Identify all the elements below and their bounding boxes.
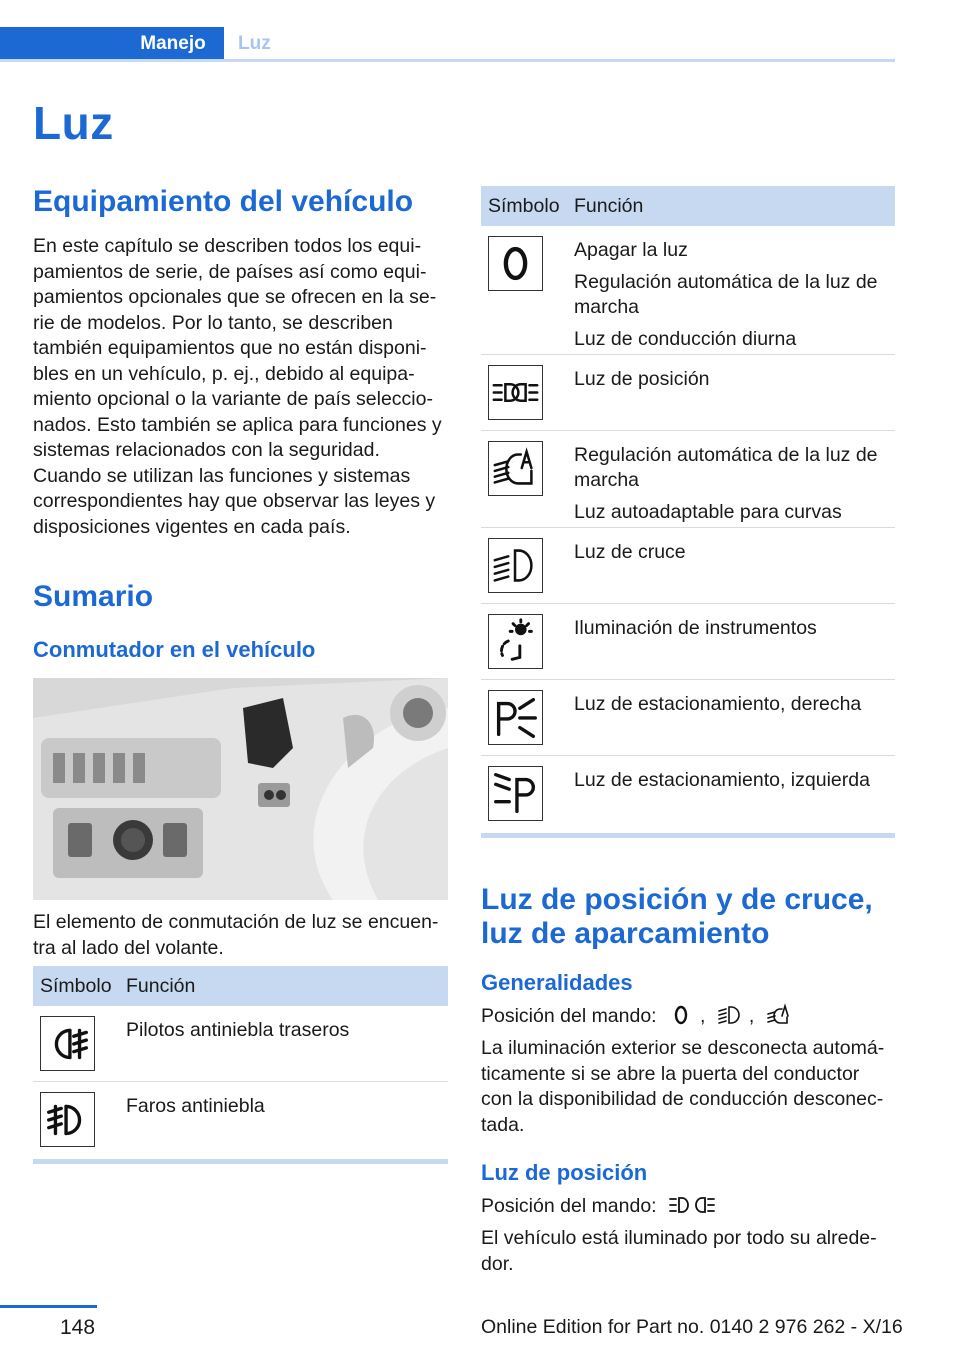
table-end-rule <box>33 1159 448 1164</box>
table-row <box>481 226 895 355</box>
table-row <box>481 756 895 833</box>
col-function: Función <box>574 195 644 217</box>
row-functions <box>126 1018 444 1050</box>
generalidades-paragraph <box>481 1036 901 1138</box>
function-text: Regulación automática de la luz de marcha <box>574 271 878 318</box>
text-line: El vehículo está iluminado por todo su alrede- <box>481 1227 877 1249</box>
switch-heading: Conmutador en el vehículo <box>33 637 316 662</box>
row-functions <box>574 768 891 800</box>
table-row <box>481 680 895 756</box>
row-functions <box>574 443 891 532</box>
text-line: con la disponibilidad de conducción desconec- <box>481 1088 884 1110</box>
col-symbol: Símbolo <box>40 975 112 997</box>
text-line: Cuando se utilizan las funciones y sistemas <box>33 464 411 487</box>
row-functions <box>574 692 891 724</box>
text-line: En este capítulo se describen todos los equi- <box>33 235 422 257</box>
table-row <box>33 1082 448 1159</box>
text-line: tra al lado del volante. <box>33 936 224 959</box>
function-text: Luz de posición <box>574 368 710 390</box>
separator: , <box>700 1005 706 1027</box>
heading-line: Luz de posición y de cruce, <box>481 883 873 916</box>
light-switch-photo <box>33 678 448 900</box>
text-line: tada. <box>481 1113 525 1136</box>
low-beam-icon <box>488 538 543 593</box>
row-functions <box>574 616 891 648</box>
table-row <box>481 431 895 528</box>
switch-position-label: Posición del mando: <box>481 1005 657 1027</box>
table-row <box>33 1006 448 1082</box>
text-line: también equipamientos que no están disponi- <box>33 337 427 359</box>
table-row <box>481 528 895 604</box>
position-light-section-heading <box>481 883 873 951</box>
row-functions <box>574 367 891 399</box>
function-text: Luz de estacionamiento, izquierda <box>574 769 870 791</box>
function-text: Regulación automática de la luz de marcha <box>574 444 878 491</box>
text-line: pamientos opcionales que se ofrecen en la se- <box>33 286 437 308</box>
chapter-header <box>0 27 895 62</box>
light-off-icon <box>668 1003 694 1027</box>
light-off-icon <box>488 236 543 291</box>
heading-line: luz de aparcamiento <box>481 917 770 950</box>
table-header <box>33 966 448 1006</box>
page-title: Luz <box>33 97 114 149</box>
parking-right-icon <box>488 690 543 745</box>
parking-left-icon <box>488 766 543 821</box>
generalidades-heading: Generalidades <box>481 970 633 995</box>
generalidades-switch-position <box>481 1003 901 1030</box>
text-line: miento opcional o la variante de país seleccio- <box>33 388 433 410</box>
row-functions <box>574 238 891 359</box>
text-line: correspondientes hay que observar las leyes y <box>33 490 436 512</box>
separator: , <box>748 1005 755 1027</box>
function-text: Faros antiniebla <box>126 1095 265 1117</box>
luz-posicion-paragraph <box>481 1226 901 1277</box>
col-function: Función <box>126 975 196 997</box>
text-line: La iluminación exterior se desconecta automá- <box>481 1037 885 1059</box>
switch-position-label: Posición del mando: <box>481 1195 657 1217</box>
function-text: Luz de cruce <box>574 541 686 563</box>
parking-light-icon <box>668 1193 716 1217</box>
text-line: dor. <box>481 1252 514 1275</box>
low-beam-icon <box>717 1003 743 1027</box>
header-accent-bar <box>0 27 122 62</box>
col-symbol: Símbolo <box>488 195 560 217</box>
text-line: bles en un vehículo, p. ej., debido al equipa- <box>33 362 415 385</box>
text-line: disposiciones vigentes en cada país. <box>33 515 351 538</box>
table-row <box>481 604 895 680</box>
row-functions <box>126 1094 444 1126</box>
page-number: 148 <box>60 1316 96 1339</box>
function-text: Pilotos antiniebla traseros <box>126 1019 350 1041</box>
equipment-heading: Equipamiento del vehículo <box>33 185 414 218</box>
light-switch-table <box>481 186 895 838</box>
edition-footer: Online Edition for Part no. 0140 2 976 262 - X/16 <box>481 1316 903 1338</box>
rear-fog-icon <box>40 1016 95 1071</box>
fog-light-table <box>33 966 448 1164</box>
function-text: Iluminación de instrumentos <box>574 617 817 639</box>
luz-posicion-heading: Luz de posición <box>481 1160 648 1185</box>
equipment-paragraph <box>33 234 453 540</box>
footer-rule <box>0 1305 97 1308</box>
luz-posicion-switch-position <box>481 1193 901 1220</box>
header-rule <box>0 59 895 62</box>
function-text: Apagar la luz <box>574 239 688 261</box>
text-line: pamientos de serie, de países así como equi- <box>33 260 427 283</box>
tab-luz[interactable]: Luz <box>238 33 271 54</box>
table-header <box>481 186 895 226</box>
text-line: El elemento de conmutación de luz se encuen- <box>33 911 439 933</box>
tab-manejo[interactable]: Manejo <box>122 27 224 62</box>
table-row <box>481 355 895 431</box>
front-fog-icon <box>40 1092 95 1147</box>
function-text: Luz de estacionamiento, derecha <box>574 693 862 715</box>
text-line: rie de modelos. Por lo tanto, se describen <box>33 311 393 334</box>
table-end-rule <box>481 833 895 838</box>
text-line: nados. Esto también se aplica para funciones y <box>33 413 442 436</box>
parking-light-icon <box>488 365 543 420</box>
instrument-lighting-icon <box>488 614 543 669</box>
function-text: Luz autoadaptable para curvas <box>574 501 842 523</box>
row-functions <box>574 540 891 572</box>
function-text: Luz de conducción diurna <box>574 328 797 350</box>
text-line: ticamente si se abre la puerta del conductor <box>481 1062 860 1085</box>
photo-caption <box>33 910 453 961</box>
text-line: sistemas relacionados con la seguridad. <box>33 439 380 461</box>
auto-light-icon <box>766 1003 792 1027</box>
auto-light-icon <box>488 441 543 496</box>
sumario-heading: Sumario <box>33 580 154 613</box>
